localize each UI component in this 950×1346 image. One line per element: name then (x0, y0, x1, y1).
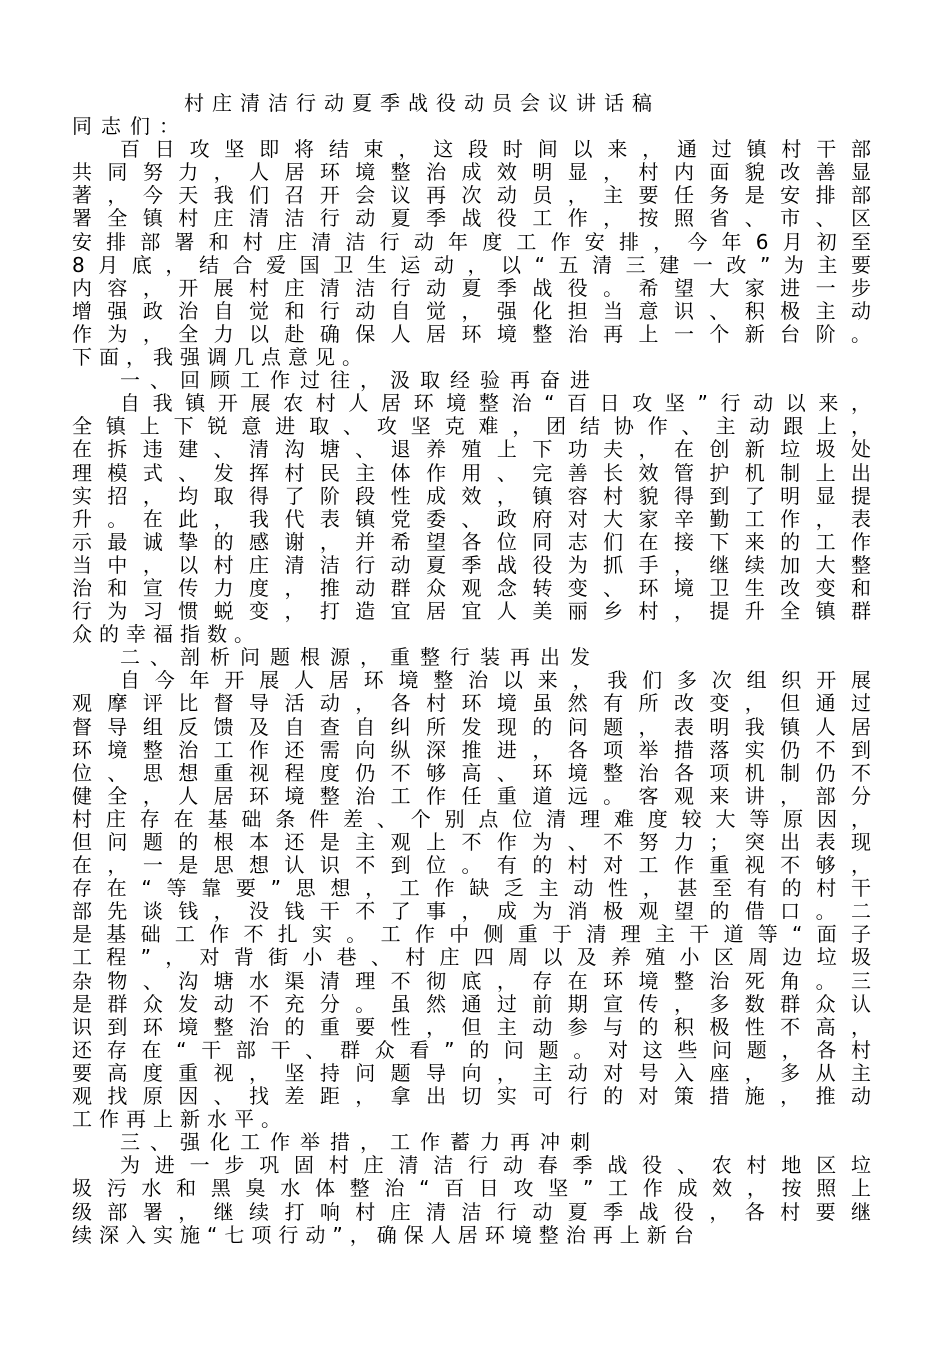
paragraphs (72, 138, 878, 1247)
document-title: 村庄清洁行动夏季战役动员会议讲话稿 (184, 91, 660, 115)
paragraph-line: 行为习惯蜕变，打造宜居宜人美丽乡村，提升全镇群 (72, 599, 878, 624)
paragraph-line: 村庄存在基础条件差、个别点位清理难度较大等原因， (72, 806, 878, 831)
paragraph-line: 实招，均取得了阶段性成效，镇容村貌得到了明显提 (72, 483, 878, 508)
paragraph-line: 观摩评比督导活动，各村环境虽然有所改变，但通过 (72, 691, 878, 716)
paragraph-line: 在，一是思想认识不到位。有的村对工作重视不够， (72, 853, 878, 878)
paragraph-line: 示最诚挚的感谢，并希望各位同志们在接下来的工作 (72, 529, 878, 554)
paragraph-line: 位、思想重视程度仍不够高、环境整治各项机制仍不 (72, 760, 878, 785)
paragraph-line: 升。在此，我代表镇党委、政府对大家辛勤工作，表 (72, 506, 878, 531)
paragraph-line: 内容，开展村庄清洁行动夏季战役。希望大家进一步 (72, 275, 878, 300)
paragraph-line: 圾污水和黑臭水体整治“百日攻坚”工作成效，按照上 (72, 1176, 878, 1201)
paragraph-line: 理模式、发挥村民主体作用、完善长效管护机制上出 (72, 460, 878, 485)
paragraph-line: 安排部署和村庄清洁行动年度工作安排，今年6月初至 (72, 229, 878, 254)
paragraph-line: 督导组反馈及自查自纠所发现的问题，表明我镇人居 (72, 714, 878, 739)
paragraph-line: 下面，我强调几点意见。 (72, 345, 369, 370)
paragraph-line: 存在“等靠要”思想，工作缺乏主动性，甚至有的村干 (72, 876, 878, 901)
paragraph-line: 但问题的根本还是主观上不作为、不努力；突出表现 (72, 830, 878, 854)
paragraph-line: 自我镇开展农村人居环境整治“百日攻坚”行动以来， (120, 391, 878, 416)
body-paragraph (72, 392, 878, 646)
paragraph-line: 是基础工作不扎实。工作中侧重于清理主干道等“面子 (72, 922, 878, 947)
paragraph-line: 还存在“干部干、群众看”的问题。对这些问题，各村 (72, 1037, 878, 1062)
paragraph-line: 要高度重视，坚持问题导向，主动对号入座，多从主 (72, 1060, 878, 1085)
body-paragraph (72, 669, 878, 1131)
paragraph-line: 增强政治自觉和行动自觉，强化担当意识、积极主动 (72, 298, 878, 323)
section-heading: 二、剖析问题根源，重整行装再出发 (120, 645, 600, 670)
paragraph-line: 全镇上下锐意进取、攻坚克难，团结协作、主动跟上， (72, 414, 878, 439)
paragraph-line: 自今年开展人居环境整治以来，我们多次组织开展 (120, 668, 878, 693)
paragraph-line: 治和宣传力度，推动群众观念转变、环境卫生改变和 (72, 575, 878, 600)
paragraph-line: 共同努力，人居环境整治成效明显，村内面貌改善显 (72, 160, 878, 185)
paragraph-line: 在拆违建、清沟塘、退养殖上下功夫，在创新垃圾处 (72, 437, 878, 462)
paragraph-line: 级部署，继续打响村庄清洁行动夏季战役，各村要继 (72, 1199, 878, 1224)
paragraph-line: 著，今天我们召开会议再次动员，主要任务是安排部 (72, 183, 878, 208)
paragraph-line: 众的幸福指数。 (72, 622, 261, 647)
paragraph-line: 部先谈钱，没钱干不了事，成为消极观望的借口。二 (72, 899, 878, 924)
paragraph-line: 识到环境整治的重要性，但主动参与的积极性不高， (72, 1014, 878, 1039)
body-paragraph (72, 1154, 878, 1246)
paragraph-line: 杂物、沟塘水渠清理不彻底，存在环境整治死角。三 (72, 968, 878, 993)
paragraph-line: 8月底，结合爱国卫生运动，以“五清三建一改”为主要 (72, 252, 878, 277)
document-body (72, 92, 878, 1247)
section-heading: 一、回顾工作过往，汲取经验再奋进 (120, 368, 600, 393)
paragraph-line: 是群众发动不充分。虽然通过前期宣传，多数群众认 (72, 991, 878, 1016)
paragraph-line: 百日攻坚即将结束，这段时间以来，通过镇村干部 (120, 137, 878, 162)
paragraph-line: 作为，全力以赴确保人居环境整治再上一个新台阶。 (72, 321, 878, 346)
body-paragraph (72, 138, 878, 369)
paragraph-line: 署全镇村庄清洁行动夏季战役工作，按照省、市、区 (72, 206, 878, 231)
paragraph-line: 为进一步巩固村庄清洁行动春季战役、农村地区垃 (120, 1153, 878, 1178)
paragraph-line: 健全，人居环境整治工作任重道远。客观来讲，部分 (72, 783, 878, 808)
paragraph-line: 工作再上新水平。 (72, 1107, 288, 1132)
section-heading: 三、强化工作举措，工作蓄力再冲刺 (120, 1130, 600, 1155)
paragraph-line: 工程”，对背街小巷、村庄四周以及养殖小区周边垃圾 (72, 945, 878, 970)
paragraph-line: 观找原因、找差距，拿出切实可行的对策措施，推动 (72, 1084, 878, 1109)
paragraph-line: 续深入实施“七项行动”，确保人居环境整治再上新台 (72, 1222, 701, 1247)
paragraph-line: 环境整治工作还需向纵深推进，各项举措落实仍不到 (72, 737, 878, 762)
greeting: 同志们： (72, 114, 188, 139)
paragraph-line: 当中，以村庄清洁行动夏季战役为抓手，继续加大整 (72, 552, 878, 577)
